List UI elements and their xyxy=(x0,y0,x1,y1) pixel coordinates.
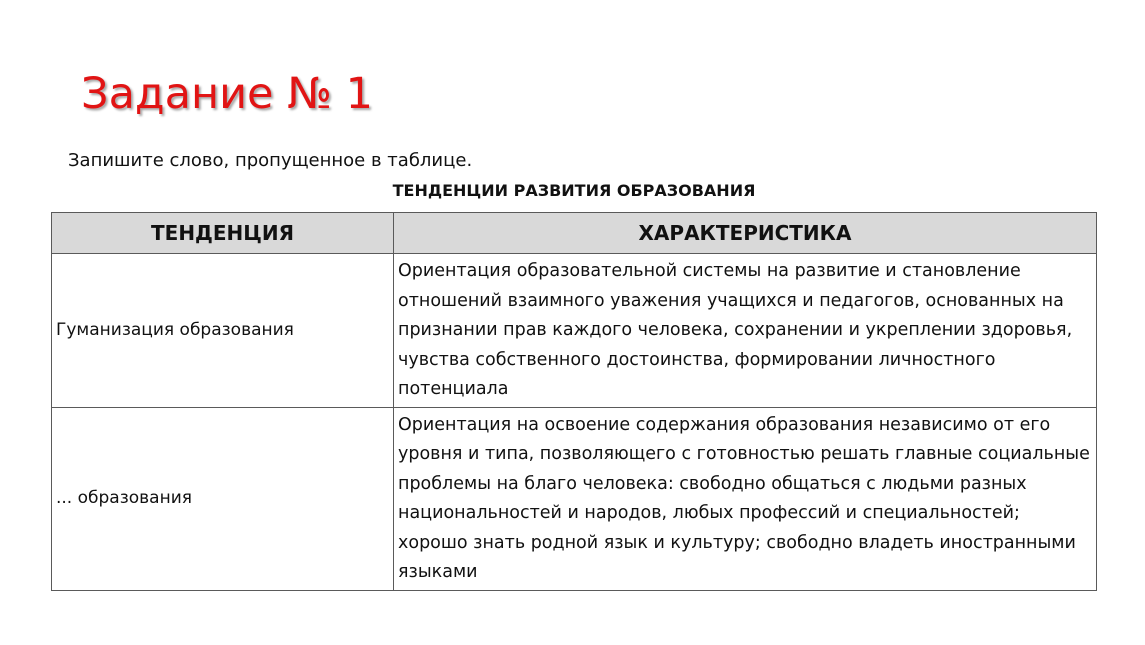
trend-cell-missing-word: ... образования xyxy=(52,407,394,590)
characteristic-cell: Ориентация образовательной системы на развитие и становление отношений взаимного уважения учащихся и педагогов, основанных на признании прав каждого человека, сохранении и укреплении здоровья, чувства собственного достоинства, формировании личностного потенциала xyxy=(394,254,1097,408)
column-header-characteristic: ХАРАКТЕРИСТИКА xyxy=(394,213,1097,254)
table-row xyxy=(52,254,1097,408)
characteristic-cell: Ориентация на освоение содержания образования независимо от его уровня и типа, позволяющего с готовностью решать главные социальные проблемы на благо человека: свободно общаться с людьми разных национальностей и народов, любых профессий и специальностей; хорошо знать родной язык и культуру; свободно владеть иностранными языками xyxy=(394,407,1097,590)
slide-title: Задание № 1 xyxy=(81,69,373,119)
trends-table xyxy=(51,212,1097,591)
trend-cell: Гуманизация образования xyxy=(52,254,394,408)
table-caption: ТЕНДЕНЦИИ РАЗВИТИЯ ОБРАЗОВАНИЯ xyxy=(392,181,756,200)
task-instruction: Запишите слово, пропущенное в таблице. xyxy=(68,150,473,171)
table-header-row xyxy=(52,213,1097,254)
table-row xyxy=(52,407,1097,590)
column-header-trend: ТЕНДЕНЦИЯ xyxy=(52,213,394,254)
